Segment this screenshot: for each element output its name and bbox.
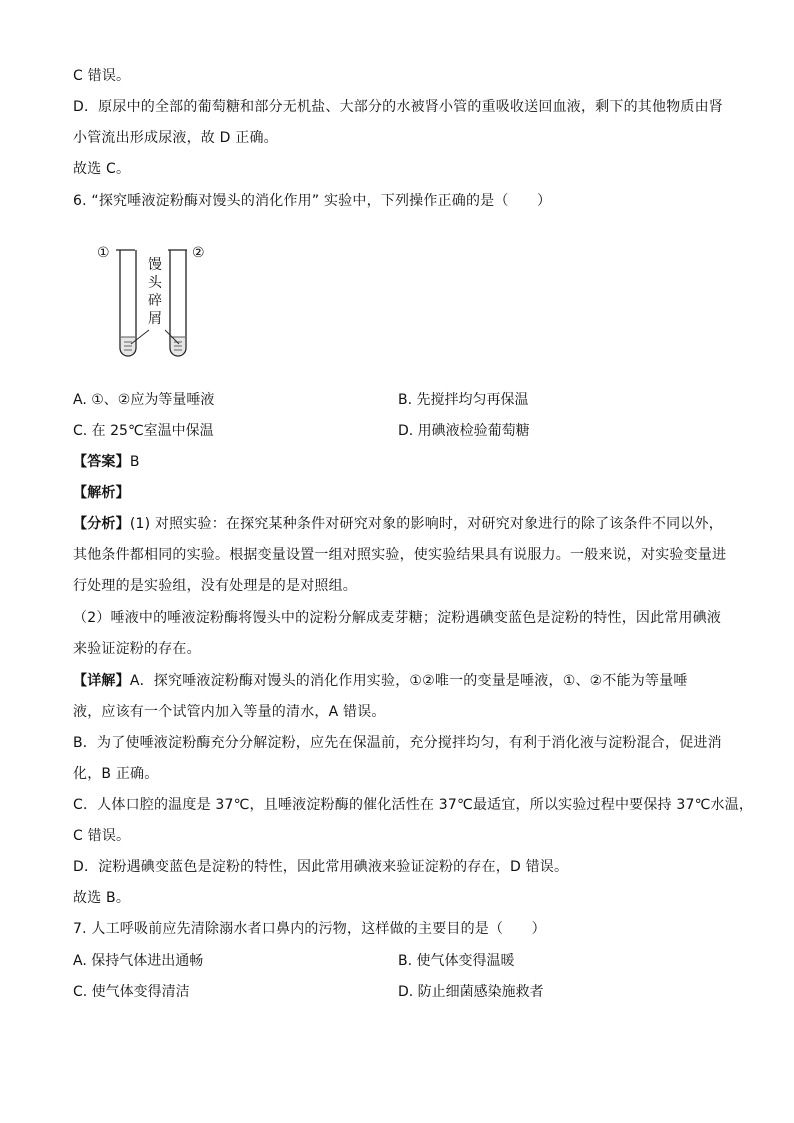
text-line: C 错误。 <box>73 68 131 84</box>
fenxi-tag: 【分析】 <box>73 516 130 532</box>
test-tubes-diagram <box>95 240 215 370</box>
option-b: B. 使气体变得温暖 <box>398 953 515 969</box>
answer-line <box>73 452 140 472</box>
analysis-tag: 【解析】 <box>73 485 130 501</box>
annotation-char: 屑 <box>148 311 162 327</box>
question-7-stem: 7. 人工呼吸前应先清除溺水者口鼻内的污物，这样做的主要目的是（ ） <box>73 921 546 937</box>
answer-value: B <box>129 454 140 470</box>
tube-2-label: ② <box>192 245 205 261</box>
test-tube-1 <box>116 250 136 356</box>
test-tube-2 <box>168 250 187 356</box>
fenxi-text: (1) 对照实验：在探究某种条件对研究对象的影响时，对研究对象进行的除了该条件不同以外， <box>129 516 723 532</box>
text-line: C．人体口腔的温度是 37℃，且唾液淀粉酶的催化活性在 37℃最适宜，所以实验过程中要保持 37℃水温， <box>73 797 754 813</box>
text-line: 化，B 正确。 <box>73 766 159 782</box>
option-a: A. 保持气体进出通畅 <box>73 953 204 969</box>
conclusion-line: 故选 B。 <box>73 890 131 906</box>
xiangjie-line <box>73 671 688 691</box>
option-c: C. 在 25℃室温中保温 <box>73 423 214 439</box>
text-line: 液，应该有一个试管内加入等量的清水，A 错误。 <box>73 704 386 720</box>
fenxi-line <box>73 514 723 534</box>
annotation-char: 头 <box>148 275 162 291</box>
analysis-heading <box>73 483 130 503</box>
text-line: （2）唾液中的唾液淀粉酶将馒头中的淀粉分解成麦芽糖；淀粉遇碘变蓝色是淀粉的特性，因此常用碘液 <box>73 610 722 626</box>
tube-1-label: ① <box>97 245 110 261</box>
question-6-stem: 6. “探究唾液淀粉酶对馒头的消化作用” 实验中，下列操作正确的是（ ） <box>73 193 552 209</box>
option-d: D. 防止细菌感染施救者 <box>398 984 544 1000</box>
option-a: A. ①、②应为等量唾液 <box>73 392 215 408</box>
option-d: D. 用碘液检验葡萄糖 <box>398 423 530 439</box>
text-line: 其他条件都相同的实验。根据变量设置一组对照实验，使实验结果具有说服力。一般来说，对实验变量进 <box>73 547 727 563</box>
text-line: 来验证淀粉的存在。 <box>73 641 201 657</box>
option-b: B. 先搅拌均匀再保温 <box>398 392 529 408</box>
annotation-char: 馒 <box>148 257 162 273</box>
annotation-char: 碎 <box>148 293 162 309</box>
text-line: B．为了使唾液淀粉酶充分分解淀粉，应先在保温前，充分搅拌均匀，有利于消化液与淀粉混合，促进消 <box>73 735 722 751</box>
text-line: D．淀粉遇碘变蓝色是淀粉的特性，因此常用碘液来验证淀粉的存在，D 错误。 <box>73 859 569 875</box>
text-line: D．原尿中的全部的葡萄糖和部分无机盐、大部分的水被肾小管的重吸收送回血液，剩下的其他物质由肾 <box>73 99 723 115</box>
option-c: C. 使气体变得清洁 <box>73 984 190 1000</box>
test-tube-figure <box>95 240 215 370</box>
text-line: 小管流出形成尿液，故 D 正确。 <box>73 130 278 146</box>
xiangjie-text: A．探究唾液淀粉酶对馒头的消化作用实验，①②唯一的变量是唾液，①、②不能为等量唾 <box>129 673 688 689</box>
answer-tag: 【答案】 <box>73 454 130 470</box>
text-line: 行处理的是实验组，没有处理是的是对照组。 <box>73 578 357 594</box>
text-line: 故选 C。 <box>73 161 131 177</box>
text-line: C 错误。 <box>73 828 131 844</box>
xiangjie-tag: 【详解】 <box>73 673 130 689</box>
